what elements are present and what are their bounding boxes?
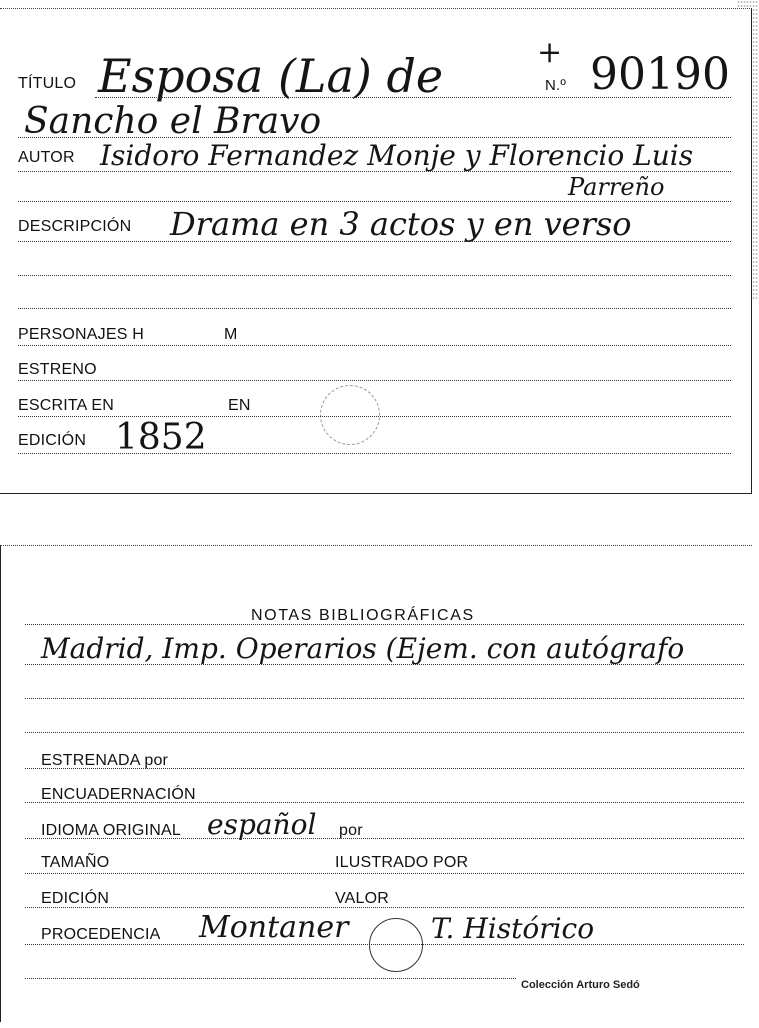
notas-handwritten: Madrid, Imp. Operarios (Ejem. con autógrafo [41,632,685,665]
edicion-back-line [25,907,744,908]
numero-label: N.º [545,77,567,94]
edicion-line [18,453,731,454]
autor-line2-handwritten: Parreño [568,173,665,201]
personajes-line [18,345,731,346]
estrenada-line [25,768,744,769]
titulo-handwritten: Esposa (La) de [98,49,444,103]
escrita-label: ESCRITA EN [18,397,114,414]
estreno-line [18,380,731,381]
descripcion-handwritten: Drama en 3 actos y en verso [170,205,632,243]
notas-title-line [25,624,744,625]
estreno-label: ESTRENO [18,361,97,378]
notas-title: NOTAS BIBLIOGRÁFICAS [251,607,475,624]
personajes-label: PERSONAJES H [18,326,144,343]
procedencia-handwritten: Montaner [199,910,349,945]
edicion-back-label: EDICIÓN [41,890,110,907]
descripcion-label: DESCRIPCIÓN [18,218,132,235]
idioma-handwritten: español [207,808,317,841]
autor-line2 [18,201,731,202]
personajes-m-label: M [224,326,238,343]
cross-mark-icon: + [537,35,563,70]
estrenada-label: ESTRENADA por [41,752,169,769]
blank-line [25,732,744,733]
encuadernacion-label: ENCUADERNACIÓN [41,786,196,803]
numero-handwritten: 90190 [590,49,730,100]
titulo-line2-handwritten: Sancho el Bravo [24,101,322,142]
valor-label: VALOR [335,890,390,907]
faint-stamp-circle [320,385,380,445]
en-label: EN [228,397,251,414]
blank-line [18,308,731,309]
encuadernacion-line [25,802,744,803]
coleccion-caption: Colección Arturo Sedó [521,979,640,991]
idioma-line [25,838,744,839]
descripcion-line [18,241,731,242]
titulo-label: TÍTULO [18,75,77,92]
stamp-circle [369,918,423,972]
autor-label: AUTOR [18,149,75,166]
autor-handwritten: Isidoro Fernandez Monje y Florencio Luis [100,139,694,172]
edicion-label: EDICIÓN [18,432,87,449]
ilustrado-label: ILUSTRADO POR [335,854,469,871]
procedencia-line [25,944,744,945]
titulo-line2 [18,137,731,138]
titulo-line [95,97,731,98]
blank-line [25,698,744,699]
tamano-line [25,873,744,874]
tamano-label: TAMAÑO [41,854,110,871]
por-label: por [339,822,363,839]
blank-line [18,275,731,276]
catalog-card-front [0,8,752,494]
procedencia2-handwritten: T. Histórico [431,912,595,945]
procedencia-label: PROCEDENCIA [41,926,161,943]
blank-line [25,978,516,979]
catalog-card-back [0,545,752,1022]
edicion-handwritten: 1852 [115,417,207,458]
autor-line [18,171,731,172]
notas-line [25,664,744,665]
idioma-label: IDIOMA ORIGINAL [41,822,181,839]
